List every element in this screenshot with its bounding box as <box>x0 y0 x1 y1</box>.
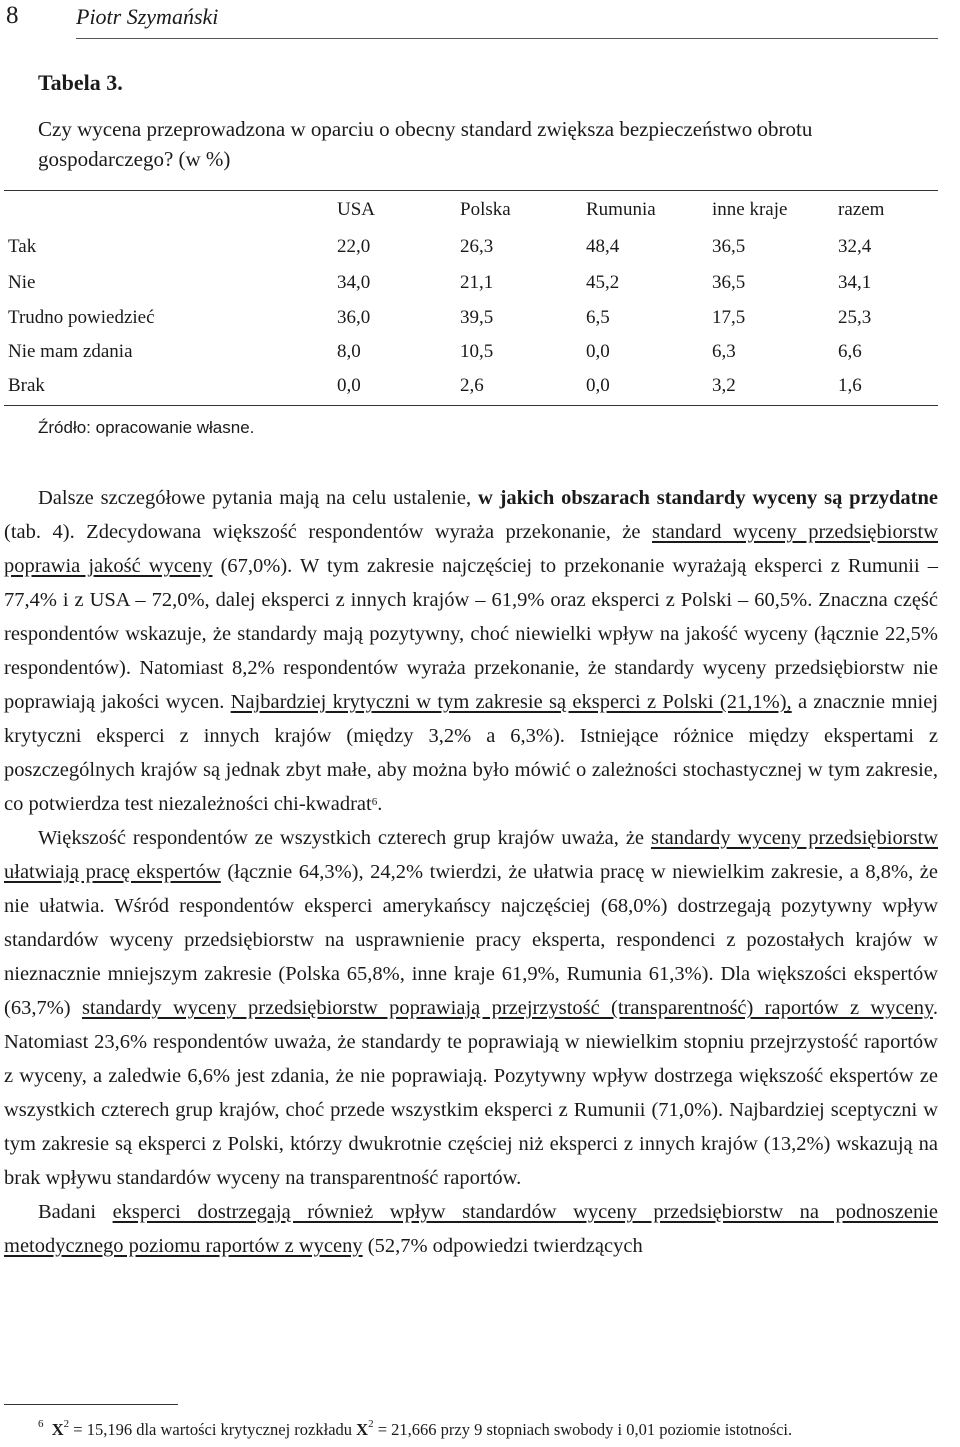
table-cell: 32,4 <box>838 236 872 257</box>
table-cell: 34,0 <box>337 272 371 293</box>
table-cell: 8,0 <box>337 341 361 362</box>
col-header-polska: Polska <box>460 199 511 220</box>
page-number: 8 <box>6 2 19 29</box>
table-cell: 2,6 <box>460 375 484 396</box>
underlined-phrase: standard wyceny przedsiębiorstw poprawia jakość wyceny <box>4 521 939 577</box>
paragraph: Badani eksperci dostrzegają również wpływ standardów wyceny przedsiębiorstw na podnoszenie metodycznego poziomu raportów z wyceny (52,7% odpowiedzi twierdzących <box>4 1201 938 1257</box>
bold-phrase: w jakich obszarach standardy wyceny są przydatne <box>477 487 939 509</box>
header-rule <box>76 38 938 39</box>
row-label: Trudno powiedzieć <box>8 307 155 328</box>
row-label: Tak <box>8 236 37 257</box>
underlined-phrase: Najbardziej krytyczni w tym zakresie są eksperci z Polski (21,1%), <box>230 691 792 713</box>
row-label: Brak <box>8 375 45 396</box>
running-header-author: Piotr Szymański <box>76 4 219 29</box>
table-cell: 0,0 <box>337 375 361 396</box>
col-header-inne-kraje: inne kraje <box>712 199 788 220</box>
table-cell: 34,1 <box>838 272 872 293</box>
col-header-rumunia: Rumunia <box>586 199 656 220</box>
paragraph: Dalsze szczegółowe pytania mają na celu ustalenie, w jakich obszarach standardy wyceny są przydatne (tab. 4). Zdecydowana większość respondentów wyraża przekonanie, że standard wyceny przedsiębiorstw poprawia jakość wyceny (67,0%). W tym zakresie najczęściej to przekonanie wyrażają eksperci z Rumunii – 77,4% i z USA – 72,0%, dalej eksperci z innych krajów – 61,9% oraz eksperci z Polski – 60,5%. Znaczna część respondentów wskazuje, że standardy mają pozytywny, choć niewielki wpływ na jakość wyceny (łącznie 22,5% respondentów). Natomiast 8,2% respondentów wyraża przekonanie, że standardy wyceny przedsiębiorstw nie poprawiają jakości wycen. Najbardziej krytyczni w tym zakresie są eksperci z Polski (21,1%), a znacznie mniej krytyczni eksperci z innych krajów (między 3,2% a 6,3%). Istniejące różnice między ekspertami z poszczególnych krajów są jednak zbyt małe, aby można było mówić o zależności stochastycznej w tym zakresie, co potwierdza test niezależności chi-kwadrat$^6$. <box>4 487 939 815</box>
table-cell: 36,0 <box>337 307 371 328</box>
table-cell: 6,6 <box>838 341 862 362</box>
table-source-note: Źródło: opracowanie własne. <box>38 418 255 437</box>
table-cell: 48,4 <box>586 236 620 257</box>
table-cell: 6,3 <box>712 341 736 362</box>
footnote-number: 6 <box>38 1418 44 1430</box>
underlined-phrase: eksperci dostrzegają również wpływ standardów wyceny przedsiębiorstw na podnoszenie metodycznego poziomu raportów z wyceny <box>4 1201 938 1257</box>
table-cell: 25,3 <box>838 307 872 328</box>
table-cell: 0,0 <box>586 341 610 362</box>
table-cell: 10,5 <box>460 341 494 362</box>
table-cell: 17,5 <box>712 307 746 328</box>
table-cell: 0,0 <box>586 375 610 396</box>
row-label: Nie mam zdania <box>8 341 133 362</box>
table-cell: 39,5 <box>460 307 494 328</box>
table-label: Tabela 3. <box>38 70 123 95</box>
table-cell: 26,3 <box>460 236 494 257</box>
paragraph: Większość respondentów ze wszystkich czterech grup krajów uważa, że standardy wyceny przedsiębiorstw ułatwiają pracę ekspertów (łącznie 64,3%), 24,2% twierdzi, że ułatwia pracę w niewielkim zakresie, a 8,8%, że nie ułatwia. Wśród respondentów eksperci amerykańscy najczęściej (68,0%) dostrzegają pozytywny wpływ standardów wyceny przedsiębiorstw na usprawnienie pracy eksperta, respondenci z pozostałych krajów w nieznacznie mniejszym zakresie (Polska 65,8%, inne kraje 61,9%, Rumunia 61,3%). Dla większości ekspertów (63,7%) standardy wyceny przedsiębiorstw poprawiają przejrzystość (transparentność) raportów z wyceny. Natomiast 23,6% respondentów uważa, że standardy te poprawiają w niewielkim stopniu przejrzystość raportów z wyceny, a zaledwie 6,6% jest zdania, że nie poprawiają. Pozytywny wpływ dostrzega większość ekspertów ze wszystkich czterech grup krajów, choć przede wszystkim eksperci z Rumunii (71,0%). Najbardziej sceptyczni w tym zakresie są eksperci z Polski, którzy dwukrotnie częściej niż eksperci z innych krajów (13,2%) wskazują na brak wpływu standardów wyceny na transparentność raportów. <box>4 827 939 1189</box>
table-top-rule <box>4 190 938 191</box>
table-cell: 3,2 <box>712 375 736 396</box>
table-cell: 1,6 <box>838 375 862 396</box>
col-header-usa: USA <box>337 199 376 220</box>
table-cell: 22,0 <box>337 236 371 257</box>
footnote: $^6$ $X^2 = 15,196$ dla wartości krytycznej rozkładu $X^2 = 21,666$ przy 9 stopniach swobody i 0,01 poziomie istotności. <box>38 1418 793 1439</box>
footnote-ref: 6 <box>371 796 378 808</box>
body-text <box>4 481 938 1263</box>
row-label: Nie <box>8 272 36 293</box>
table-bottom-rule <box>4 405 938 406</box>
underlined-phrase: standardy wyceny przedsiębiorstw ułatwiają pracę ekspertów <box>4 827 939 883</box>
table-cell: 36,5 <box>712 236 746 257</box>
table-cell: 21,1 <box>460 272 494 293</box>
underlined-phrase: standardy wyceny przedsiębiorstw poprawiają przejrzystość (transparentność) raportów z wyceny <box>81 997 933 1019</box>
table-caption: Czy wycena przeprowadzona w oparciu o obecny standard zwiększa bezpieczeństwo obrotu gospodarczego? (w %) <box>38 117 813 171</box>
table-cell: 45,2 <box>586 272 620 293</box>
col-header-razem: razem <box>838 199 885 220</box>
table-cell: 6,5 <box>586 307 610 328</box>
table-cell: 36,5 <box>712 272 746 293</box>
footnote-rule <box>4 1404 178 1405</box>
